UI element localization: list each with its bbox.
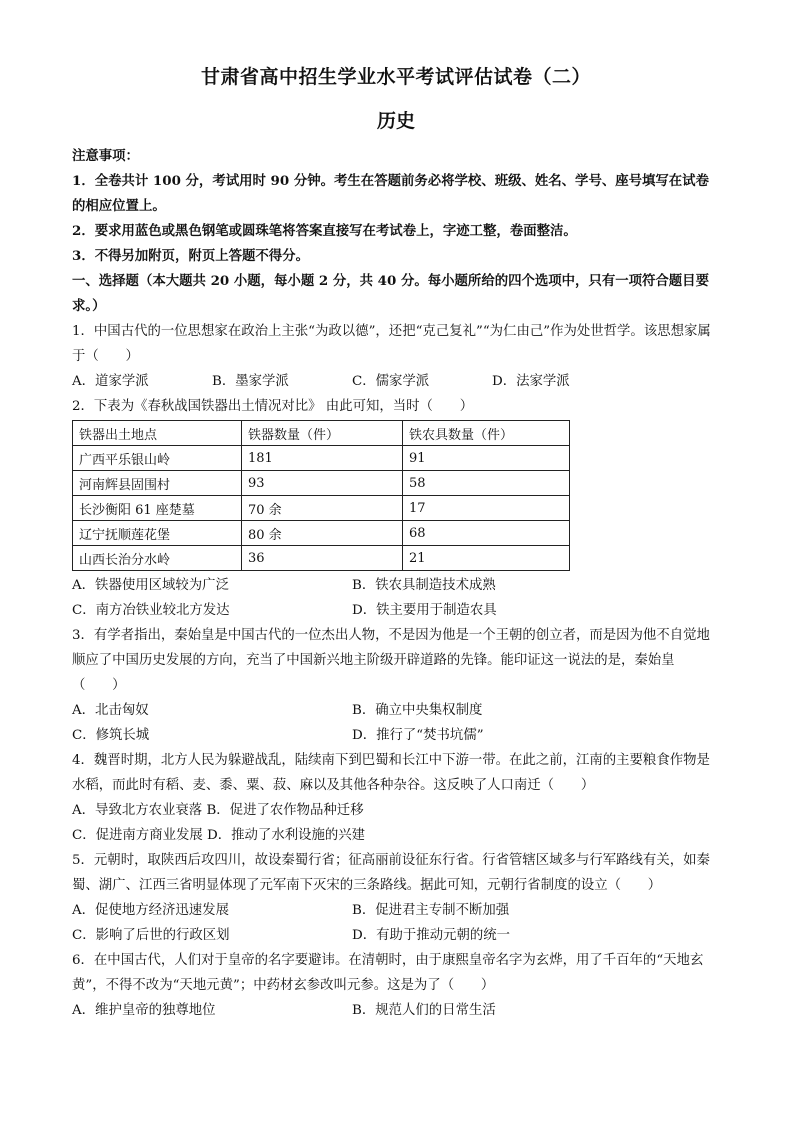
- question-2: [72, 394, 720, 623]
- option-c: C．影响了后世的行政区划: [72, 928, 230, 943]
- option-d: D．推行了“焚书坑儒”: [352, 728, 484, 743]
- table-row: [73, 496, 570, 521]
- options-row: [72, 998, 720, 1023]
- table-cell: 辽宁抚顺莲花堡: [73, 521, 242, 546]
- option-b: B．规范人们的日常生活: [352, 1003, 496, 1018]
- notice-item: 2．要求用蓝色或黑色钢笔或圆珠笔将答案直接写在考试卷上，字迹工整，卷面整洁。: [72, 223, 577, 239]
- options-row: [72, 573, 720, 598]
- option-a: A．道家学派: [72, 374, 149, 389]
- table-cell: 80 余: [242, 521, 403, 546]
- table-cell: 58: [403, 471, 570, 496]
- section-heading: 一、选择题（本大题共 20 小题，每小题 2 分，共 40 分。每小题所给的四个选项中，只有一项符合题目要求。）: [72, 273, 709, 314]
- subject-title: 历史: [376, 110, 415, 132]
- option-d: D．有助于推动元朝的统一: [352, 928, 511, 943]
- options-row: [72, 598, 720, 623]
- notice-heading: 注意事项：: [72, 148, 139, 164]
- table-cell: 长沙衡阳 61 座楚墓: [73, 496, 242, 521]
- options-row: [72, 898, 720, 923]
- notice-item: 3．不得另加附页，附页上答题不得分。: [72, 248, 309, 264]
- question-stem: 4．魏晋时期，北方人民为躲避战乱，陆续南下到巴蜀和长江中下游一带。在此之前，江南的主要粮食作物是水稻，而此时有稻、麦、黍、粟、菽、麻以及其他各种杂谷。这反映了人口南迁（ ）: [72, 753, 710, 793]
- option-a: A．铁器使用区域较为广泛: [72, 578, 229, 593]
- iron-artifacts-table: [72, 420, 570, 571]
- option-d: D．铁主要用于制造农具: [352, 603, 497, 618]
- table-row: [73, 446, 570, 471]
- table-cell: 17: [403, 496, 570, 521]
- options-row: [72, 923, 720, 948]
- question-4: [72, 748, 720, 848]
- options-row: [72, 698, 720, 723]
- question-stem: 3．有学者指出，秦始皇是中国古代的一位杰出人物，不是因为他是一个王朝的创立者，而是因为他不自觉地顺应了中国历史发展的方向，充当了中国新兴地主阶级开辟道路的先锋。能印证这一说法的是，秦始皇（ ）: [72, 628, 710, 693]
- option-d: D．法家学派: [492, 374, 570, 389]
- table-cell: 93: [242, 471, 403, 496]
- question-stem: 6．在中国古代，人们对于皇帝的名字要避讳。在清朝时，由于康熙皇帝名字为玄烨，用了千百年的“天地玄黄”，不得不改为“天地元黄”；中药材玄参改叫元参。这是为了（ ）: [72, 953, 704, 993]
- table-cell: 70 余: [242, 496, 403, 521]
- table-cell: 河南辉县固围村: [73, 471, 242, 496]
- option-c: C．南方冶铁业较北方发达: [72, 603, 230, 618]
- notice-item: 1．全卷共计 100 分，考试用时 90 分钟。考生在答题前务必将学校、班级、姓名、学号、座号填写在试卷的相应位置上。: [72, 173, 709, 214]
- options-line-cd: C．促进南方商业发展 D．推动了水利设施的兴建: [72, 828, 366, 843]
- question-5: [72, 848, 720, 948]
- table-header-cell: 铁器出土地点: [73, 421, 242, 446]
- table-row: [73, 471, 570, 496]
- exam-page: [72, 60, 720, 1023]
- options-row: [72, 369, 720, 394]
- table-cell: 21: [403, 546, 570, 571]
- table-cell: 山西长治分水岭: [73, 546, 242, 571]
- table-cell: 181: [242, 446, 403, 471]
- question-3: [72, 623, 720, 748]
- table-cell: 广西平乐银山岭: [73, 446, 242, 471]
- question-6: [72, 948, 720, 1023]
- table-cell: 36: [242, 546, 403, 571]
- question-stem: 1．中国古代的一位思想家在政治上主张“为政以德”，还把“克己复礼”“为仁由己”作为处世哲学。该思想家属于（ ）: [72, 324, 711, 364]
- option-a: A．促使地方经济迅速发展: [72, 903, 229, 918]
- table-header-cell: 铁农具数量（件）: [403, 421, 570, 446]
- notice-section: [72, 144, 720, 269]
- table-header-row: [73, 421, 570, 446]
- table-cell: 68: [403, 521, 570, 546]
- question-1: [72, 319, 720, 394]
- options-row: [72, 723, 720, 748]
- table-cell: 91: [403, 446, 570, 471]
- question-stem: 2．下表为《春秋战国铁器出土情况对比》 由此可知，当时（ ）: [72, 399, 474, 414]
- option-b: B．促进君主专制不断加强: [352, 903, 510, 918]
- table-header-cell: 铁器数量（件）: [242, 421, 403, 446]
- table-row: [73, 546, 570, 571]
- option-b: B．确立中央集权制度: [352, 703, 483, 718]
- option-a: A．维护皇帝的独尊地位: [72, 1003, 216, 1018]
- exam-title: 甘肃省高中招生学业水平考试评估试卷（二）: [200, 66, 591, 88]
- options-line-ab: A．导致北方农业衰落 B．促进了农作物品种迁移: [72, 803, 364, 818]
- option-c: C．修筑长城: [72, 728, 150, 743]
- option-b: B．墨家学派: [212, 374, 289, 389]
- option-b: B．铁农具制造技术成熟: [352, 578, 496, 593]
- option-c: C．儒家学派: [352, 374, 430, 389]
- table-row: [73, 521, 570, 546]
- question-stem: 5．元朝时，取陕西后攻四川，故设秦蜀行省；征高丽前设征东行省。行省管辖区域多与行军路线有关，如秦蜀、湖广、江西三省明显体现了元军南下灭宋的三条路线。据此可知，元朝行省制度的设立（ ）: [72, 853, 710, 893]
- option-a: A．北击匈奴: [72, 703, 149, 718]
